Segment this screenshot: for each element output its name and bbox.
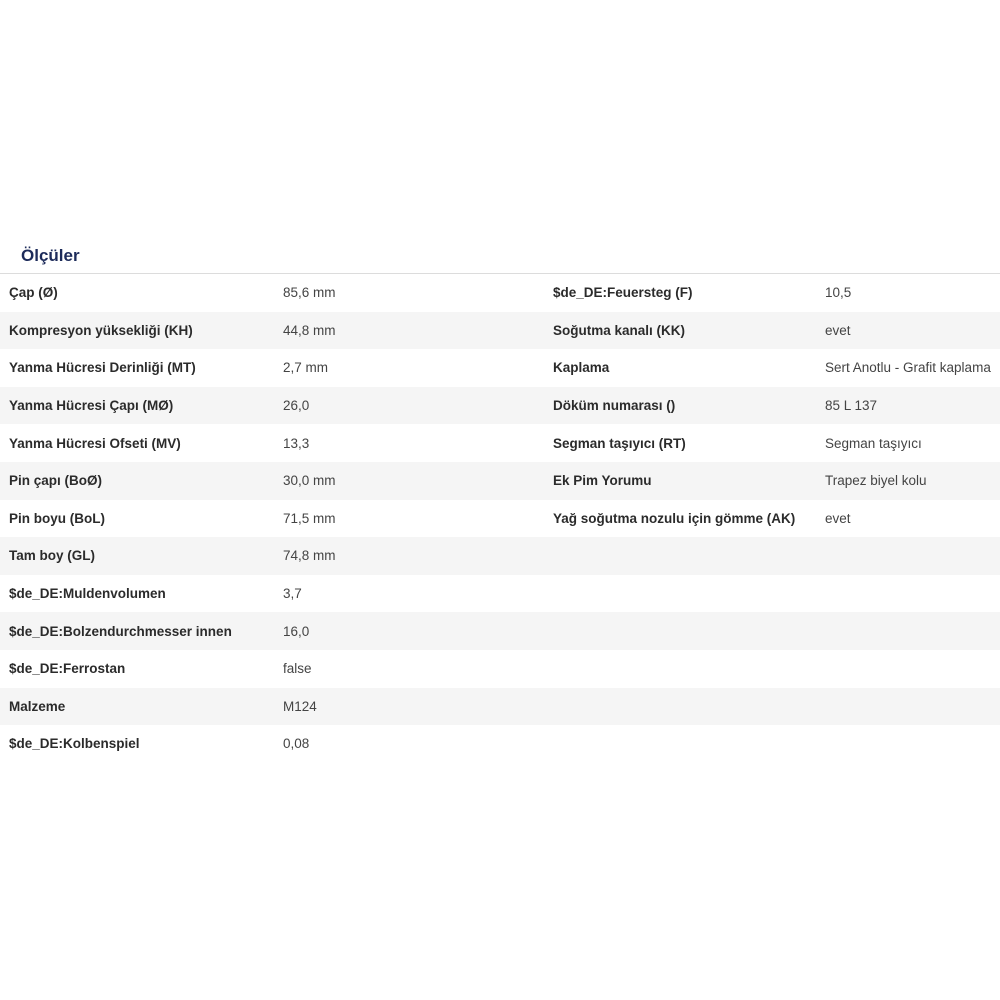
- dimensions-section: [0, 237, 1000, 763]
- table-row: [0, 387, 1000, 425]
- table-row: [0, 688, 1000, 726]
- table-row: [0, 650, 1000, 688]
- spec-value: Sert Anotlu - Grafit kaplama: [825, 360, 991, 376]
- spec-value: evet: [825, 510, 851, 526]
- spec-table: [0, 274, 1000, 763]
- spec-value: Segman taşıyıcı: [825, 435, 922, 451]
- spec-value: 2,7 mm: [283, 360, 329, 376]
- spec-label: Kompresyon yüksekliği (KH): [9, 322, 193, 338]
- table-row: [0, 725, 1000, 763]
- spec-label: $de_DE:Kolbenspiel: [9, 736, 140, 752]
- spec-value: 30,0 mm: [283, 473, 336, 489]
- spec-value: 13,3: [283, 435, 310, 451]
- spec-value: evet: [825, 322, 851, 338]
- spec-label: Tam boy (GL): [9, 548, 95, 564]
- table-row: [0, 462, 1000, 500]
- spec-value: Trapez biyel kolu: [825, 473, 927, 489]
- spec-label: Çap (Ø): [9, 285, 58, 301]
- spec-value: 0,08: [283, 736, 310, 752]
- spec-label: Kaplama: [553, 360, 610, 376]
- spec-value: 85 L 137: [825, 398, 878, 414]
- table-row: [0, 312, 1000, 350]
- spec-label: $de_DE:Feuersteg (F): [553, 285, 693, 301]
- spec-label: Yanma Hücresi Ofseti (MV): [9, 435, 181, 451]
- spec-label: Döküm numarası (): [553, 398, 676, 414]
- spec-value: 74,8 mm: [283, 548, 336, 564]
- spec-value: 85,6 mm: [283, 285, 336, 301]
- spec-value: M124: [283, 698, 317, 714]
- spec-value: 10,5: [825, 285, 852, 301]
- spec-value: 44,8 mm: [283, 322, 336, 338]
- spec-label: Yanma Hücresi Derinliği (MT): [9, 360, 196, 376]
- spec-label: $de_DE:Bolzendurchmesser innen: [9, 623, 232, 639]
- spec-label: Yağ soğutma nozulu için gömme (AK): [553, 510, 796, 526]
- table-row: [0, 612, 1000, 650]
- table-row: [0, 500, 1000, 538]
- spec-label: Malzeme: [9, 698, 66, 714]
- table-row: [0, 575, 1000, 613]
- spec-value: 26,0: [283, 398, 310, 414]
- spec-label: Segman taşıyıcı (RT): [553, 435, 686, 451]
- table-row: [0, 537, 1000, 575]
- spec-label: Ek Pim Yorumu: [553, 473, 652, 489]
- spec-label: Soğutma kanalı (KK): [553, 322, 686, 338]
- spec-label: $de_DE:Ferrostan: [9, 661, 126, 677]
- table-row: [0, 424, 1000, 462]
- spec-label: Pin çapı (BoØ): [9, 473, 103, 489]
- section-title: Ölçüler: [0, 237, 1000, 274]
- table-row: [0, 274, 1000, 312]
- spec-value: 71,5 mm: [283, 510, 336, 526]
- spec-value: false: [283, 661, 312, 677]
- spec-value: 16,0: [283, 623, 310, 639]
- spec-value: 3,7: [283, 586, 302, 602]
- spec-label: Pin boyu (BoL): [9, 510, 105, 526]
- spec-label: Yanma Hücresi Çapı (MØ): [9, 398, 174, 414]
- table-row: [0, 349, 1000, 387]
- spec-label: $de_DE:Muldenvolumen: [9, 586, 166, 602]
